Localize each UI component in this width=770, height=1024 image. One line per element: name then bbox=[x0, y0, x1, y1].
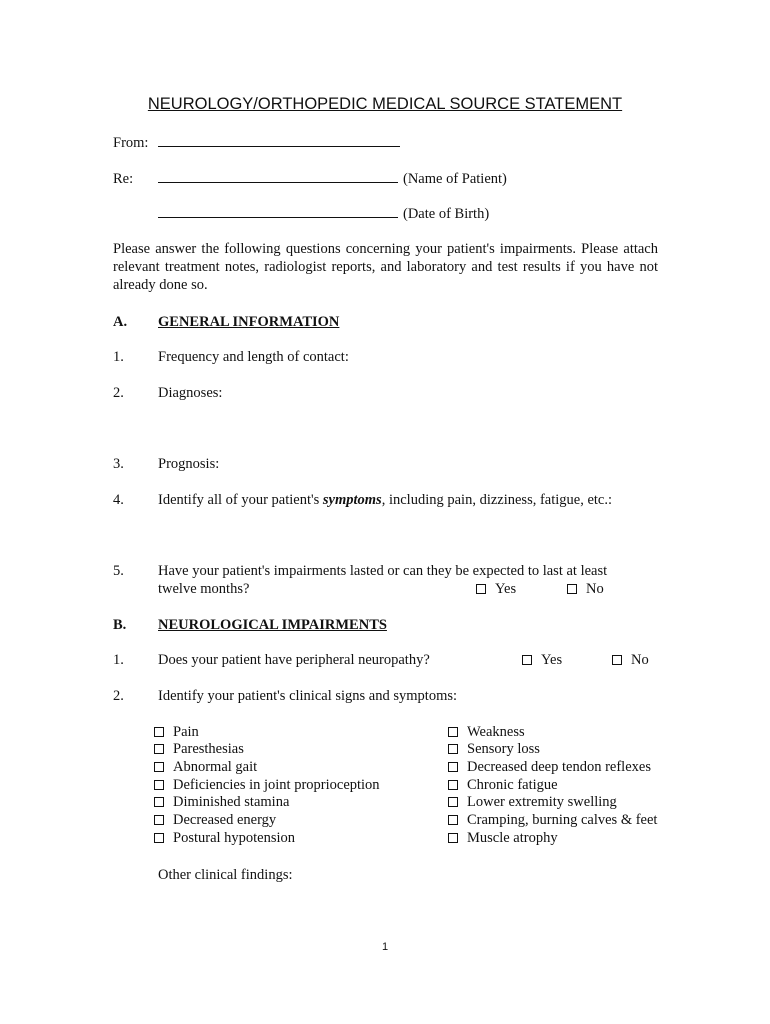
symptom-checkbox-diminished-stamina[interactable] bbox=[154, 793, 289, 811]
from-field[interactable] bbox=[158, 134, 400, 152]
symptom-checkbox-muscle-atrophy[interactable] bbox=[448, 829, 558, 847]
symptom-label: Deficiencies in joint proprioception bbox=[173, 777, 380, 793]
checkbox-icon bbox=[448, 780, 458, 790]
a5-yes-label: Yes bbox=[495, 581, 517, 597]
page-title: NEUROLOGY/ORTHOPEDIC MEDICAL SOURCE STATEMENT bbox=[147, 95, 623, 113]
question-b1: Does your patient have peripheral neuropathy? bbox=[158, 652, 430, 668]
symptom-checkbox-chronic-fatigue[interactable] bbox=[448, 776, 558, 794]
b1-yes-label: Yes bbox=[541, 652, 563, 668]
checkbox-icon bbox=[154, 815, 164, 825]
question-b1-number: 1. bbox=[113, 652, 124, 668]
symptom-checkbox-decreased-energy[interactable] bbox=[154, 811, 276, 829]
question-a2: Diagnoses: bbox=[158, 385, 223, 401]
question-a4-text-end: , including pain, dizziness, fatigue, etc.: bbox=[381, 492, 613, 508]
symptom-label: Cramping, burning calves & feet bbox=[467, 812, 658, 828]
question-a4-emphasis: symptoms bbox=[322, 492, 382, 508]
checkbox-icon bbox=[476, 584, 486, 594]
question-a4 bbox=[158, 491, 612, 509]
checkbox-icon bbox=[154, 762, 164, 772]
checkbox-icon bbox=[448, 727, 458, 737]
question-a5-line1: Have your patient's impairments lasted or can they be expected to last at least bbox=[158, 563, 608, 579]
checkbox-icon bbox=[448, 815, 458, 825]
b1-no-checkbox[interactable] bbox=[612, 651, 649, 669]
checkbox-icon bbox=[154, 833, 164, 843]
symptom-label: Abnormal gait bbox=[173, 759, 258, 775]
checkbox-icon bbox=[612, 655, 622, 665]
symptom-label: Chronic fatigue bbox=[467, 777, 558, 793]
b1-no-label: No bbox=[631, 652, 649, 668]
a5-yes-checkbox[interactable] bbox=[476, 580, 516, 598]
checkbox-icon bbox=[154, 744, 164, 754]
checkbox-icon bbox=[448, 833, 458, 843]
section-b-title: NEUROLOGICAL IMPAIRMENTS bbox=[158, 617, 387, 633]
section-a-letter: A. bbox=[113, 314, 128, 330]
question-a4-text-start: Identify all of your patient's bbox=[158, 492, 323, 508]
symptom-label: Decreased energy bbox=[173, 812, 277, 828]
symptom-checkbox-extremity-swelling[interactable] bbox=[448, 793, 617, 811]
checkbox-icon bbox=[448, 797, 458, 807]
symptom-checkbox-weakness[interactable] bbox=[448, 723, 525, 741]
symptom-label: Paresthesias bbox=[173, 741, 244, 757]
intro-paragraph: Please answer the following questions concerning your patient's impairments. Please attach relevant treatment notes, radiologist reports, and laboratory and test results if you have not already done so. bbox=[113, 241, 658, 293]
symptom-checkbox-abnormal-gait[interactable] bbox=[154, 758, 257, 776]
symptom-label: Postural hypotension bbox=[173, 830, 296, 846]
question-a1-number: 1. bbox=[113, 349, 124, 365]
question-a3-number: 3. bbox=[113, 456, 124, 472]
checkbox-icon bbox=[154, 797, 164, 807]
b1-yes-checkbox[interactable] bbox=[522, 651, 562, 669]
re-label: Re: bbox=[113, 171, 134, 187]
section-a-title: GENERAL INFORMATION bbox=[158, 314, 340, 330]
date-of-birth-label: (Date of Birth) bbox=[403, 206, 490, 222]
question-a2-number: 2. bbox=[113, 385, 124, 401]
symptom-label: Weakness bbox=[467, 724, 525, 740]
symptom-label: Diminished stamina bbox=[173, 794, 290, 810]
symptom-label: Pain bbox=[173, 724, 199, 740]
question-b2: Identify your patient's clinical signs and symptoms: bbox=[158, 688, 458, 704]
question-a1: Frequency and length of contact: bbox=[158, 349, 349, 365]
symptom-checkbox-sensory-loss[interactable] bbox=[448, 740, 540, 758]
patient-name-field[interactable] bbox=[158, 170, 398, 188]
page-number: 1 bbox=[381, 941, 389, 953]
symptom-label: Lower extremity swelling bbox=[467, 794, 617, 810]
symptom-checkbox-cramping[interactable] bbox=[448, 811, 657, 829]
symptom-checkbox-postural-hypotension[interactable] bbox=[154, 829, 295, 847]
symptom-checkbox-paresthesias[interactable] bbox=[154, 740, 244, 758]
question-b2-number: 2. bbox=[113, 688, 124, 704]
symptom-checkbox-pain[interactable] bbox=[154, 723, 199, 741]
other-clinical-findings-label: Other clinical findings: bbox=[158, 867, 293, 883]
checkbox-icon bbox=[448, 762, 458, 772]
section-b-letter: B. bbox=[113, 617, 127, 633]
symptom-checkbox-proprioception[interactable] bbox=[154, 776, 380, 794]
question-a5-number: 5. bbox=[113, 563, 124, 579]
question-a3: Prognosis: bbox=[158, 456, 220, 472]
date-of-birth-field[interactable] bbox=[158, 205, 398, 223]
patient-name-label: (Name of Patient) bbox=[403, 171, 507, 187]
checkbox-icon bbox=[567, 584, 577, 594]
checkbox-icon bbox=[448, 744, 458, 754]
checkbox-icon bbox=[154, 780, 164, 790]
symptom-label: Sensory loss bbox=[467, 741, 540, 757]
symptom-label: Decreased deep tendon reflexes bbox=[467, 759, 651, 775]
question-a5-line2: twelve months? bbox=[158, 581, 250, 597]
symptom-label: Muscle atrophy bbox=[467, 830, 558, 846]
symptom-checkbox-tendon-reflexes[interactable] bbox=[448, 758, 651, 776]
from-label: From: bbox=[113, 135, 149, 151]
a5-no-checkbox[interactable] bbox=[567, 580, 604, 598]
question-a4-number: 4. bbox=[113, 492, 124, 508]
checkbox-icon bbox=[154, 727, 164, 737]
a5-no-label: No bbox=[586, 581, 604, 597]
checkbox-icon bbox=[522, 655, 532, 665]
